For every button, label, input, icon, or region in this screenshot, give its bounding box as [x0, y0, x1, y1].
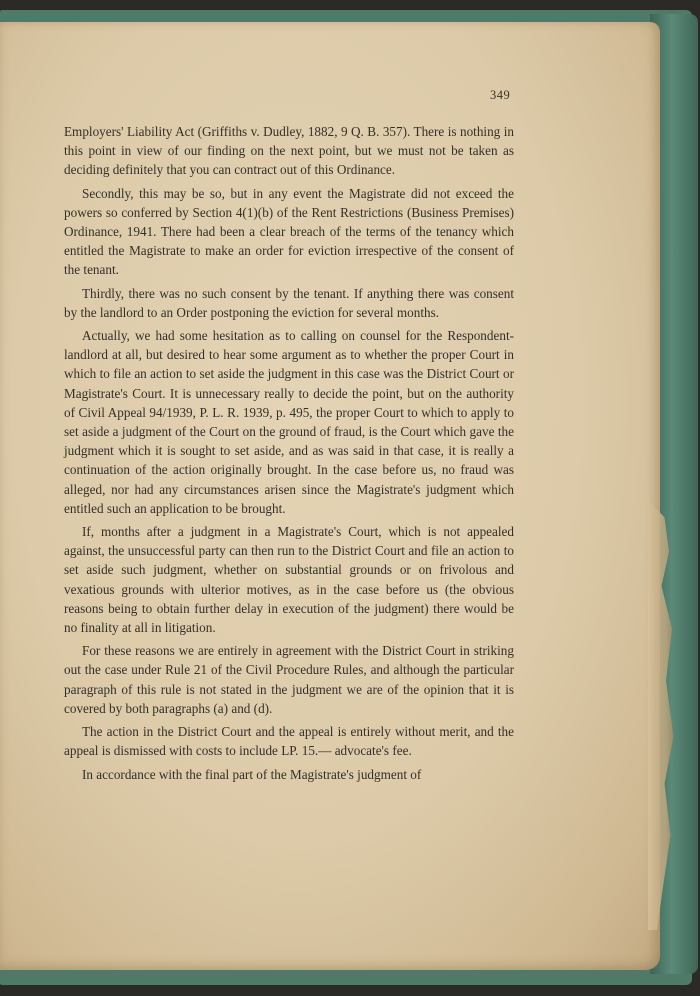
- paragraph-1: Employers' Liability Act (Griffiths v. Dudley, 1882, 9 Q. B. 357). There is nothing in this point in view of our finding on the next point, but we must not be taken as deciding definitely that you can contract out of this Ordinance.: [64, 124, 514, 178]
- paragraph-7: The action in the District Court and the appeal is entirely without merit, and the appeal is dismissed with costs to include LP. 15.— advocate's fee.: [64, 724, 514, 759]
- paragraph-4: Actually, we had some hesitation as to calling on counsel for the Respondent-landlord at all, but desired to hear some argument as to whether the proper Court in which to file an action to set aside the judgment in this case was the District Court or Magistrate's Court. It is unnecessary really to decide the point, but on the authority of Civil Appeal 94/1939, P. L. R. 1939, p. 495, the proper Court to which to apply to set aside a judgment of the Court on the ground of fraud, is the Court which gave the judgment which it is sought to set aside, and as was said in that case, it is really a continuation of the action originally brought. In the case before us, no fraud was alleged, nor had any circumstances arisen since the Magistrate's judgment which entitled such an application to be brought.: [64, 328, 514, 516]
- paragraph-8: In accordance with the final part of the Magistrate's judgment of: [82, 766, 422, 782]
- page-number: 349: [490, 88, 511, 102]
- paragraph-2: Secondly, this may be so, but in any event the Magistrate did not exceed the powers so conferred by Section 4(1)(b) of the Rent Restrictions (Business Premises) Ordinance, 1941. There had been a clear breach of the terms of the tenancy which entitled the Magistrate to make an order for eviction irrespective of the consent of the tenant.: [64, 185, 514, 278]
- paragraph-5: If, months after a judgment in a Magistrate's Court, which is not appealed against, the unsuccessful party can then run to the District Court and file an action to set aside such judgment, whether on substantial grounds or on frivolous and vexatious grounds with ulterior motives, as in the case before us (the obvious reasons being to obtain further delay in execution of the judgment) there would be no finality at all in litigation.: [64, 524, 514, 636]
- page-body-text: [64, 122, 514, 788]
- paragraph-6: For these reasons we are entirely in agreement with the District Court in striking out the case under Rule 21 of the Civil Procedure Rules, and although the particular paragraph of this rule is not stated in the judgment we are of the opinion that it is covered by both paragraphs (a) and (d).: [64, 643, 514, 716]
- paragraph-3: Thirdly, there was no such consent by the tenant. If anything there was consent by the landlord to an Order postponing the eviction for several months.: [64, 285, 514, 320]
